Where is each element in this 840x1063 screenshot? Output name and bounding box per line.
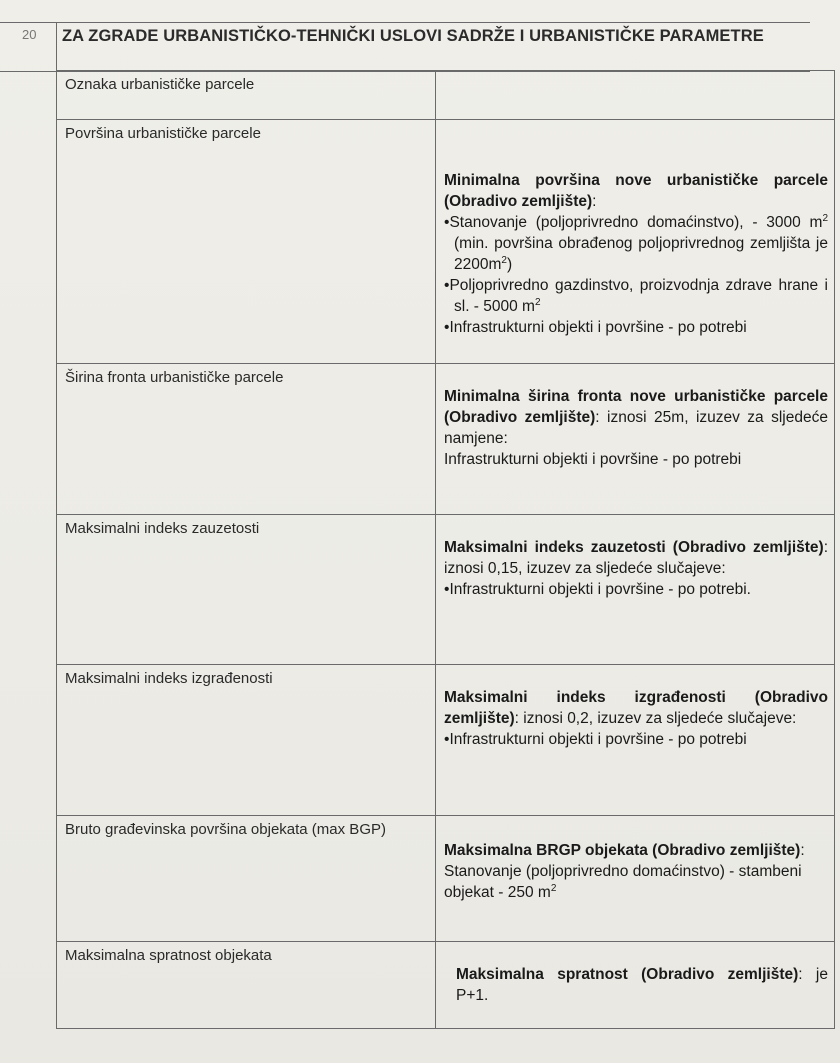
row-value <box>436 515 835 665</box>
value-text: : iznosi 0,2, izuzev za sljedeće slučajeve: <box>514 710 797 727</box>
value-text: : je P+1. <box>456 966 828 1004</box>
value-text: : <box>592 193 597 210</box>
value-heading: Maksimalna spratnost (Obradivo zemljište) <box>456 966 799 983</box>
value-heading: Maksimalni indeks izgrađenosti (Obradivo zemljište) <box>444 689 828 727</box>
row-label: Površina urbanističke parcele <box>57 120 436 364</box>
value-heading: Maksimalni indeks zauzetosti (Obradivo zemljište) <box>444 539 824 556</box>
row-value <box>436 120 835 364</box>
value-text: : iznosi 0,15, izuzev za sljedeće slučajeve: <box>444 539 828 577</box>
list-item: •Infrastrukturni objekti i površine - po potrebi <box>444 319 747 336</box>
section-title: ZA ZGRADE URBANISTIČKO-TEHNIČKI USLOVI SADRŽE I URBANISTIČKE PARAMETRE <box>62 27 764 45</box>
value-heading: Minimalna širina fronta nove urbanističke parcele (Obradivo zemljište) <box>444 388 828 426</box>
value-extra: Infrastrukturni objekti i površine - po potrebi <box>444 451 742 468</box>
section-header <box>0 22 810 72</box>
list-item: •Infrastrukturni objekti i površine - po potrebi <box>444 731 747 748</box>
list-item: •Infrastrukturni objekti i površine - po potrebi. <box>444 581 751 598</box>
value-text: : Stanovanje (poljoprivredno domaćinstvo) - stambeni objekat - 250 m <box>444 842 805 901</box>
value-text: : iznosi 25m, izuzev za sljedeće namjene: <box>444 409 828 447</box>
table-row <box>57 515 835 665</box>
table-row <box>57 665 835 816</box>
row-value: Maksimalna BRGP objekata (Obradivo zemljište): Stanovanje (poljoprivredno domaćinstvo) - stambeni objekat - 250 $m^2$ <box>436 816 835 942</box>
row-label: Širina fronta urbanističke parcele <box>57 364 436 515</box>
row-label: Bruto građevinska površina objekata (max BGP) <box>57 816 436 942</box>
table-row <box>57 816 835 942</box>
list-item: •Poljoprivredno gazdinstvo, proizvodnja zdrave hrane i sl. - 5000 $m^2$ <box>444 277 828 315</box>
row-value <box>436 364 835 515</box>
parameters-table <box>56 70 835 1029</box>
section-number-cell <box>0 23 57 71</box>
row-label: Oznaka urbanističke parcele <box>57 71 436 120</box>
row-label: Maksimalna spratnost objekata <box>57 942 436 1029</box>
table-row <box>57 364 835 515</box>
table-row <box>57 942 835 1029</box>
section-number: 20 <box>22 27 37 42</box>
value-heading: Minimalna površina nove urbanističke parcele (Obradivo zemljište) <box>444 172 828 210</box>
value-heading: Maksimalna BRGP objekata (Obradivo zemljište) <box>444 842 801 859</box>
row-label: Maksimalni indeks izgrađenosti <box>57 665 436 816</box>
list-item: •Stanovanje (poljoprivredno domaćinstvo), - 3000 $m^2$ (min. površina obrađenog poljoprivrednog zemljišta je $2200m^2$) <box>444 212 828 273</box>
table-row <box>57 71 835 120</box>
table-row <box>57 120 835 364</box>
row-label: Maksimalni indeks zauzetosti <box>57 515 436 665</box>
row-value-empty <box>436 71 835 120</box>
row-value <box>436 942 835 1029</box>
row-value <box>436 665 835 816</box>
